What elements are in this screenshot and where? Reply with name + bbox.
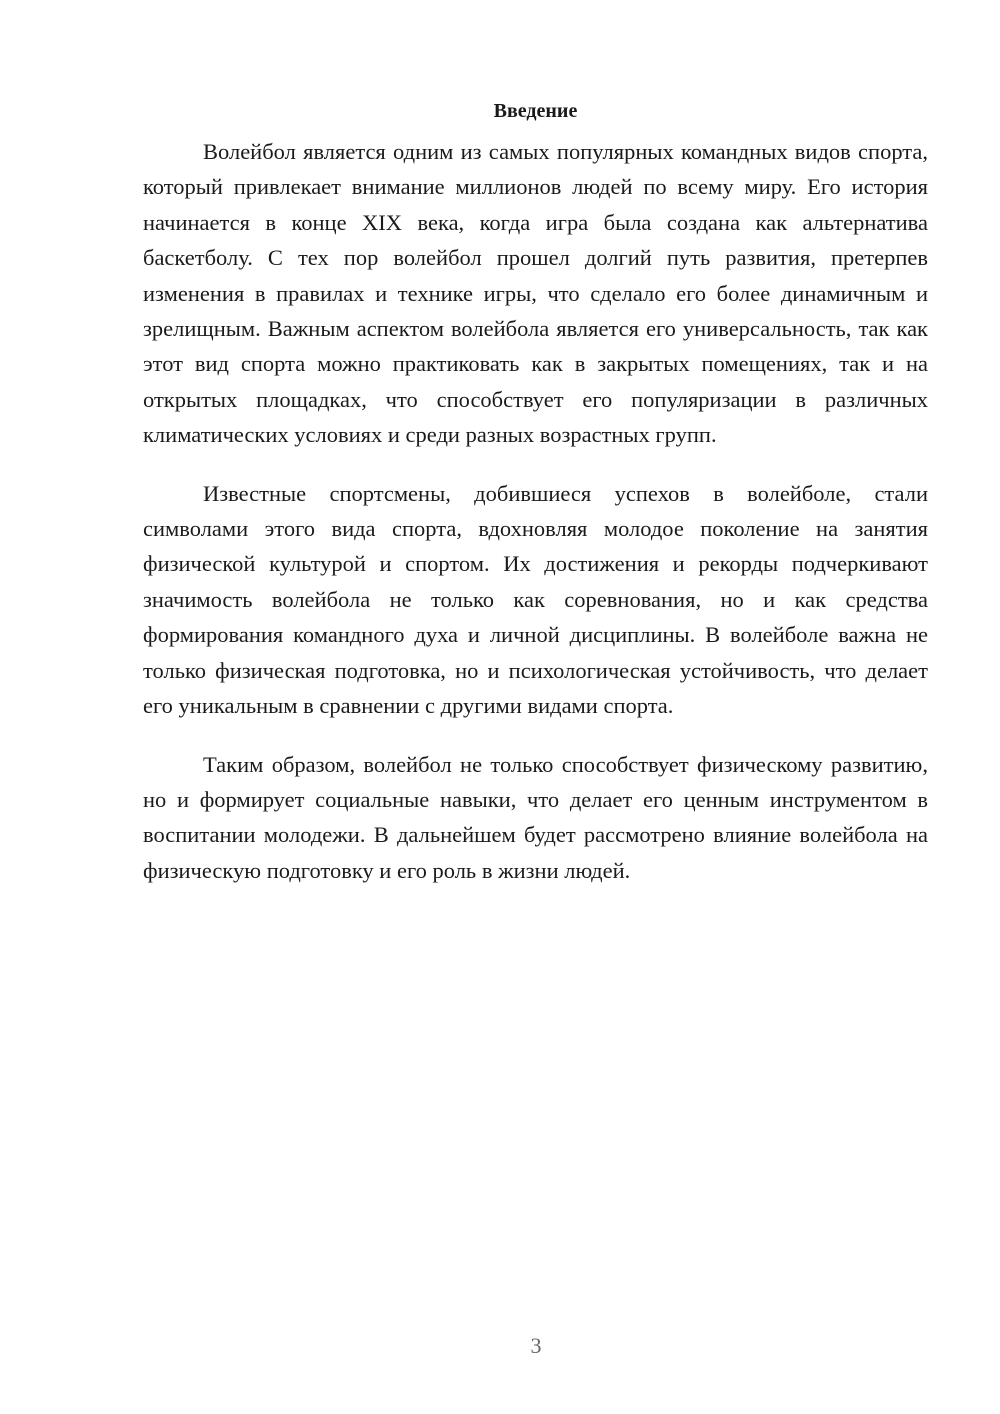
paragraph-3: Таким образом, волейбол не только способствует физическому развитию, но и формирует социальные навыки, что делает его ценным инструментом в воспитании молодежи. В дальнейшем будет рассмотрено влияние волейбола на физическую подготовку и его роль в жизни людей. [143,751,928,883]
section-title: Введение [493,100,578,122]
page-content [143,94,928,911]
page-number: 3 [530,1333,542,1358]
paragraph-1: Волейбол является одним из самых популярных командных видов спорта, который привлекает внимание миллионов людей по всему миру. Его история начинается в конце XIX века, когда игра была создана как альтернатива баскетболу. С тех пор волейбол прошел долгий путь развития, претерпев изменения в правилах и технике игры, что сделало его более динамичным и зрелищным. Важным аспектом волейбола является его универсальность, так как этот вид спорта можно практиковать как в закрытых помещениях, так и на открытых площадках, что способствует его популяризации в различных климатических условиях и среди разных возрастных групп. [143,139,928,448]
paragraph-2: Известные спортсмены, добившиеся успехов в волейболе, стали символами этого вида спорта, вдохновляя молодое поколение на занятия физической культурой и спортом. Их достижения и рекорды подчеркивают значимость волейбола не только как соревнования, но и как средства формирования командного духа и личной дисциплины. В волейболе важна не только физическая подготовка, но и психологическая устойчивость, что делает его уникальным в сравнении с другими видами спорта. [143,480,928,719]
